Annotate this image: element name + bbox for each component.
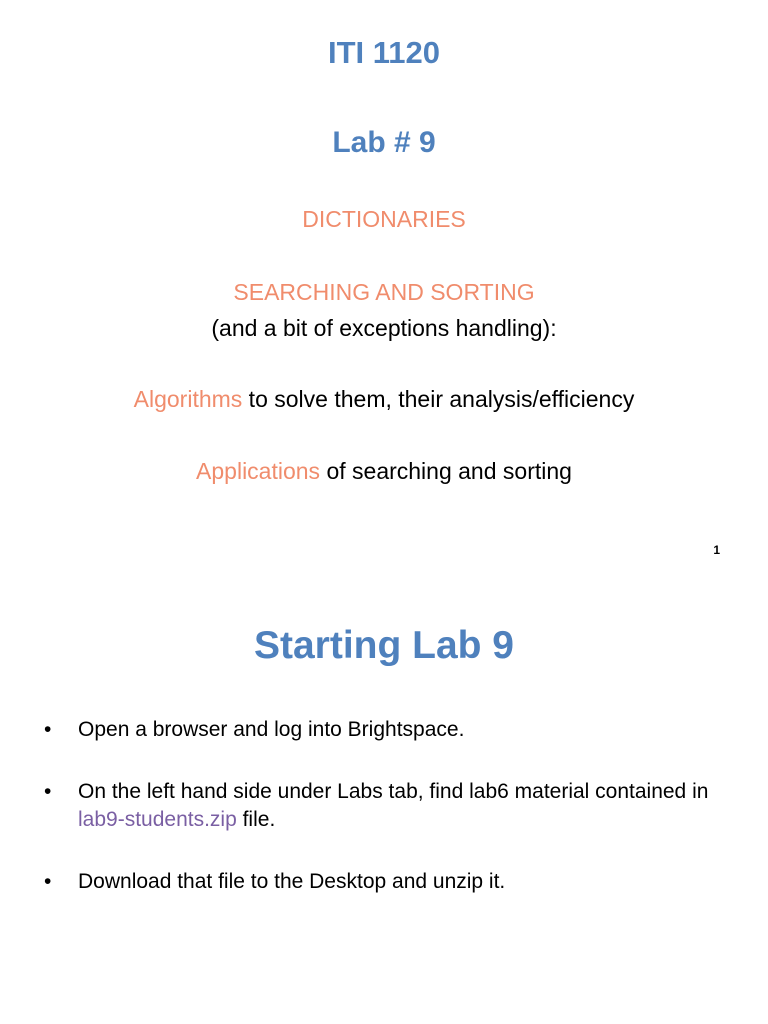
algorithms-highlight: Algorithms — [133, 386, 243, 412]
zip-file-link[interactable]: lab9-students.zip — [78, 808, 237, 831]
page-number: 1 — [713, 543, 720, 557]
bullet-list — [44, 716, 734, 930]
list-item — [44, 868, 734, 896]
bullet-text: Download that file to the Desktop and unzip it. — [78, 870, 506, 893]
lab-number-heading: Lab # 9 — [332, 126, 436, 159]
bullet-text: Open a browser and log into Brightspace. — [78, 718, 465, 741]
bullet-text: On the left hand side under Labs tab, find lab6 material contained in — [78, 780, 709, 803]
topic-dictionaries: DICTIONARIES — [302, 206, 466, 232]
algorithms-line — [0, 386, 768, 413]
slide-title: Starting Lab 9 — [253, 624, 515, 667]
topic-subtitle: (and a bit of exceptions handling): — [211, 315, 557, 341]
algorithms-text: to solve them, their analysis/efficiency — [242, 386, 635, 412]
list-item — [44, 778, 734, 834]
applications-highlight: Applications — [196, 458, 321, 484]
topic-searching-sorting: SEARCHING AND SORTING — [233, 279, 535, 305]
list-item — [44, 716, 734, 744]
bullet-icon: • — [44, 870, 52, 893]
applications-text: of searching and sorting — [320, 458, 572, 484]
bullet-icon: • — [44, 718, 52, 741]
bullet-text-end: file. — [236, 808, 276, 831]
course-code-heading: ITI 1120 — [327, 35, 441, 70]
slide-2 — [0, 576, 768, 1024]
applications-line — [0, 458, 768, 485]
bullet-icon: • — [44, 780, 52, 803]
